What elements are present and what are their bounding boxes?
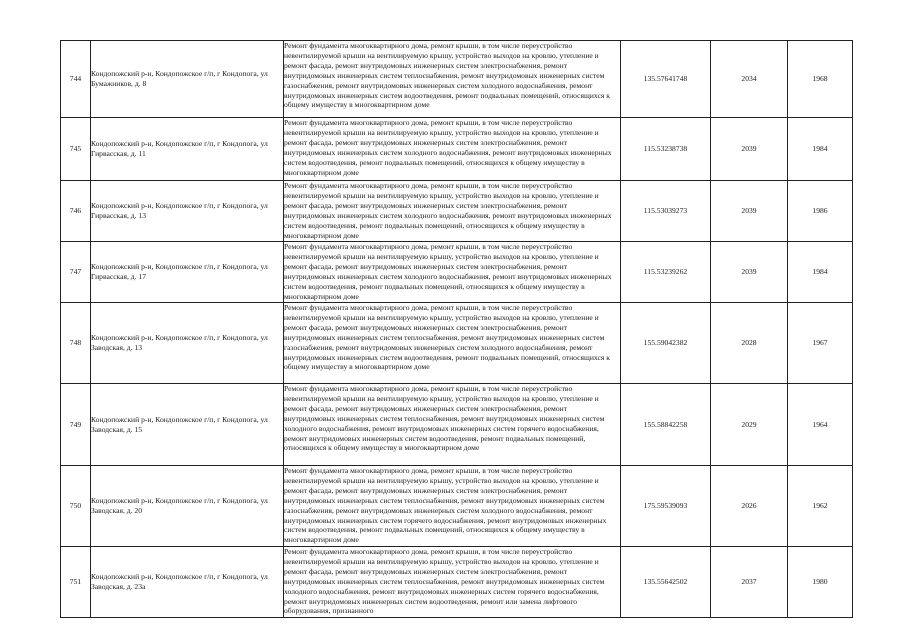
area-cell: 175.59539093 (621, 466, 711, 547)
works-cell (284, 242, 621, 303)
table-row (61, 118, 853, 181)
works-cell (284, 41, 621, 118)
area-cell: 115.53239262 (621, 242, 711, 303)
planned-year-cell: 2039 (711, 242, 788, 303)
built-year-cell: 1984 (788, 242, 853, 303)
works-text: Ремонт фундамента многоквартирного дома, ремонт крыши, в том числе переустройство невентилируемой крыши на вентилируемую крышу, устройство выходов на кровлю, утепление и ремонт фасада, ремонт внутридомовых инженерных систем электроснабжения, ремонт внутридомовых инженерных систем теплоснабжения, ремонт внутридомовых инженерных систем газоснабжения, ремонт внутридомовых инженерных систем холодного водоснабжения, ремонт внутридомовых инженерных систем горячего водоснабжения, ремонт внутридомовых инженерных систем водоотведения, ремонт подвальных помещений, относящихся к общему имуществу в многоквартирном доме (284, 466, 607, 545)
works-text: Ремонт фундамента многоквартирного дома, ремонт крыши, в том числе переустройство невентилируемой крыши на вентилируемую крышу, устройство выходов на кровлю, утепление и ремонт фасада, ремонт внутридомовых инженерных систем электроснабжения, ремонт внутридомовых инженерных систем холодного водоснабжения, ремонт внутридомовых инженерных систем водоотведения, ремонт подвальных помещений, относящихся к общему имуществу в многоквартирном доме (284, 118, 612, 177)
works-text: Ремонт фундамента многоквартирного дома, ремонт крыши, в том числе переустройство невентилируемой крыши на вентилируемую крышу, устройство выходов на кровлю, утепление и ремонт фасада, ремонт внутридомовых инженерных систем электроснабжения, ремонт внутридомовых инженерных систем теплоснабжения, ремонт внутридомовых инженерных систем холодного водоснабжения, ремонт внутридомовых инженерных систем горячего водоснабжения, ремонт внутридомовых инженерных систем водоотведения, ремонт подвальных помещений, относящихся к общему имуществу в многоквартирном доме (284, 384, 605, 453)
address-cell: Кондопожский р-н, Кондопожское г/п, г Кондопога, ул Заводская, д. 23а (91, 547, 284, 618)
planned-year-cell: 2037 (711, 547, 788, 618)
planned-year-cell: 2028 (711, 303, 788, 384)
table-row (61, 384, 853, 466)
planned-year-cell: 2029 (711, 384, 788, 466)
works-text: Ремонт фундамента многоквартирного дома, ремонт крыши, в том числе переустройство невентилируемой крыши на вентилируемую крышу, устройство выходов на кровлю, утепление и ремонт фасада, ремонт внутридомовых инженерных систем электроснабжения, ремонт внутридомовых инженерных систем холодного водоснабжения, ремонт внутридомовых инженерных систем водоотведения, ремонт подвальных помещений, относящихся к общему имуществу в многоквартирном доме (284, 181, 612, 240)
address-cell: Кондопожский р-н, Кондопожское г/п, г Кондопога, ул Заводская, д. 20 (91, 466, 284, 547)
table-row (61, 466, 853, 547)
row-number: 746 (61, 181, 91, 242)
address-cell: Кондопожский р-н, Кондопожское г/п, г Кондопога, ул Заводская, д. 13 (91, 303, 284, 384)
works-cell (284, 466, 621, 547)
address-cell: Кондопожский р-н, Кондопожское г/п, г Кондопога, ул Заводская, д. 15 (91, 384, 284, 466)
table-row (61, 181, 853, 242)
built-year-cell: 1980 (788, 547, 853, 618)
row-number: 747 (61, 242, 91, 303)
address-cell: Кондопожский р-н, Кондопожское г/п, г Кондопога, ул Гирвасская, д. 13 (91, 181, 284, 242)
works-text: Ремонт фундамента многоквартирного дома, ремонт крыши, в том числе переустройство невентилируемой крыши на вентилируемую крышу, устройство выходов на кровлю, утепление и ремонт фасада, ремонт внутридомовых инженерных систем электроснабжения, ремонт внутридомовых инженерных систем теплоснабжения, ремонт внутридомовых инженерных систем газоснабжения, ремонт внутридомовых инженерных систем холодного водоснабжения, ремонт внутридомовых инженерных систем водоотведения, ремонт подвальных помещений, относящихся к общему имуществу в многоквартирном доме (284, 41, 610, 110)
works-cell (284, 384, 621, 466)
planned-year-cell: 2039 (711, 118, 788, 181)
register-table (60, 40, 853, 618)
address-cell: Кондопожский р-н, Кондопожское г/п, г Кондопога, ул Бумажников, д. 8 (91, 41, 284, 118)
area-cell: 155.58842258 (621, 384, 711, 466)
address-cell: Кондопожский р-н, Кондопожское г/п, г Кондопога, ул Гирвасская, д. 11 (91, 118, 284, 181)
built-year-cell: 1986 (788, 181, 853, 242)
row-number: 749 (61, 384, 91, 466)
area-cell: 115.53039273 (621, 181, 711, 242)
works-cell (284, 181, 621, 242)
built-year-cell: 1967 (788, 303, 853, 384)
built-year-cell: 1964 (788, 384, 853, 466)
works-text: Ремонт фундамента многоквартирного дома, ремонт крыши, в том числе переустройство невентилируемой крыши на вентилируемую крышу, устройство выходов на кровлю, утепление и ремонт фасада, ремонт внутридомовых инженерных систем электроснабжения, ремонт внутридомовых инженерных систем холодного водоснабжения, ремонт внутридомовых инженерных систем водоотведения, ремонт подвальных помещений, относящихся к общему имуществу в многоквартирном доме (284, 242, 612, 301)
built-year-cell: 1968 (788, 41, 853, 118)
row-number: 744 (61, 41, 91, 118)
table-row (61, 41, 853, 118)
table-row (61, 303, 853, 384)
works-cell (284, 303, 621, 384)
works-cell (284, 547, 621, 618)
planned-year-cell: 2026 (711, 466, 788, 547)
row-number: 751 (61, 547, 91, 618)
row-number: 750 (61, 466, 91, 547)
works-text: Ремонт фундамента многоквартирного дома, ремонт крыши, в том числе переустройство невентилируемой крыши на вентилируемую крышу, устройство выходов на кровлю, утепление и ремонт фасада, ремонт внутридомовых инженерных систем электроснабжения, ремонт внутридомовых инженерных систем теплоснабжения, ремонт внутридомовых инженерных систем холодного водоснабжения, ремонт внутридомовых инженерных систем горячего водоснабжения, ремонт внутридомовых инженерных систем водоотведения, ремонт или замена лифтового оборудования, признанного (284, 547, 605, 616)
row-number: 745 (61, 118, 91, 181)
built-year-cell: 1962 (788, 466, 853, 547)
built-year-cell: 1984 (788, 118, 853, 181)
address-cell: Кондопожский р-н, Кондопожское г/п, г Кондопога, ул Гирвасская, д. 17 (91, 242, 284, 303)
area-cell: 155.59042382 (621, 303, 711, 384)
area-cell: 135.57641748 (621, 41, 711, 118)
works-text: Ремонт фундамента многоквартирного дома, ремонт крыши, в том числе переустройство невентилируемой крыши на вентилируемую крышу, устройство выходов на кровлю, утепление и ремонт фасада, ремонт внутридомовых инженерных систем электроснабжения, ремонт внутридомовых инженерных систем теплоснабжения, ремонт внутридомовых инженерных систем газоснабжения, ремонт внутридомовых инженерных систем холодного водоснабжения, ремонт внутридомовых инженерных систем водоотведения, ремонт подвальных помещений, относящихся к общему имуществу в многоквартирном доме (284, 303, 610, 372)
planned-year-cell: 2034 (711, 41, 788, 118)
row-number: 748 (61, 303, 91, 384)
planned-year-cell: 2039 (711, 181, 788, 242)
table-row (61, 242, 853, 303)
area-cell: 135.55642502 (621, 547, 711, 618)
area-cell: 115.53238738 (621, 118, 711, 181)
table-row (61, 547, 853, 618)
works-cell (284, 118, 621, 181)
